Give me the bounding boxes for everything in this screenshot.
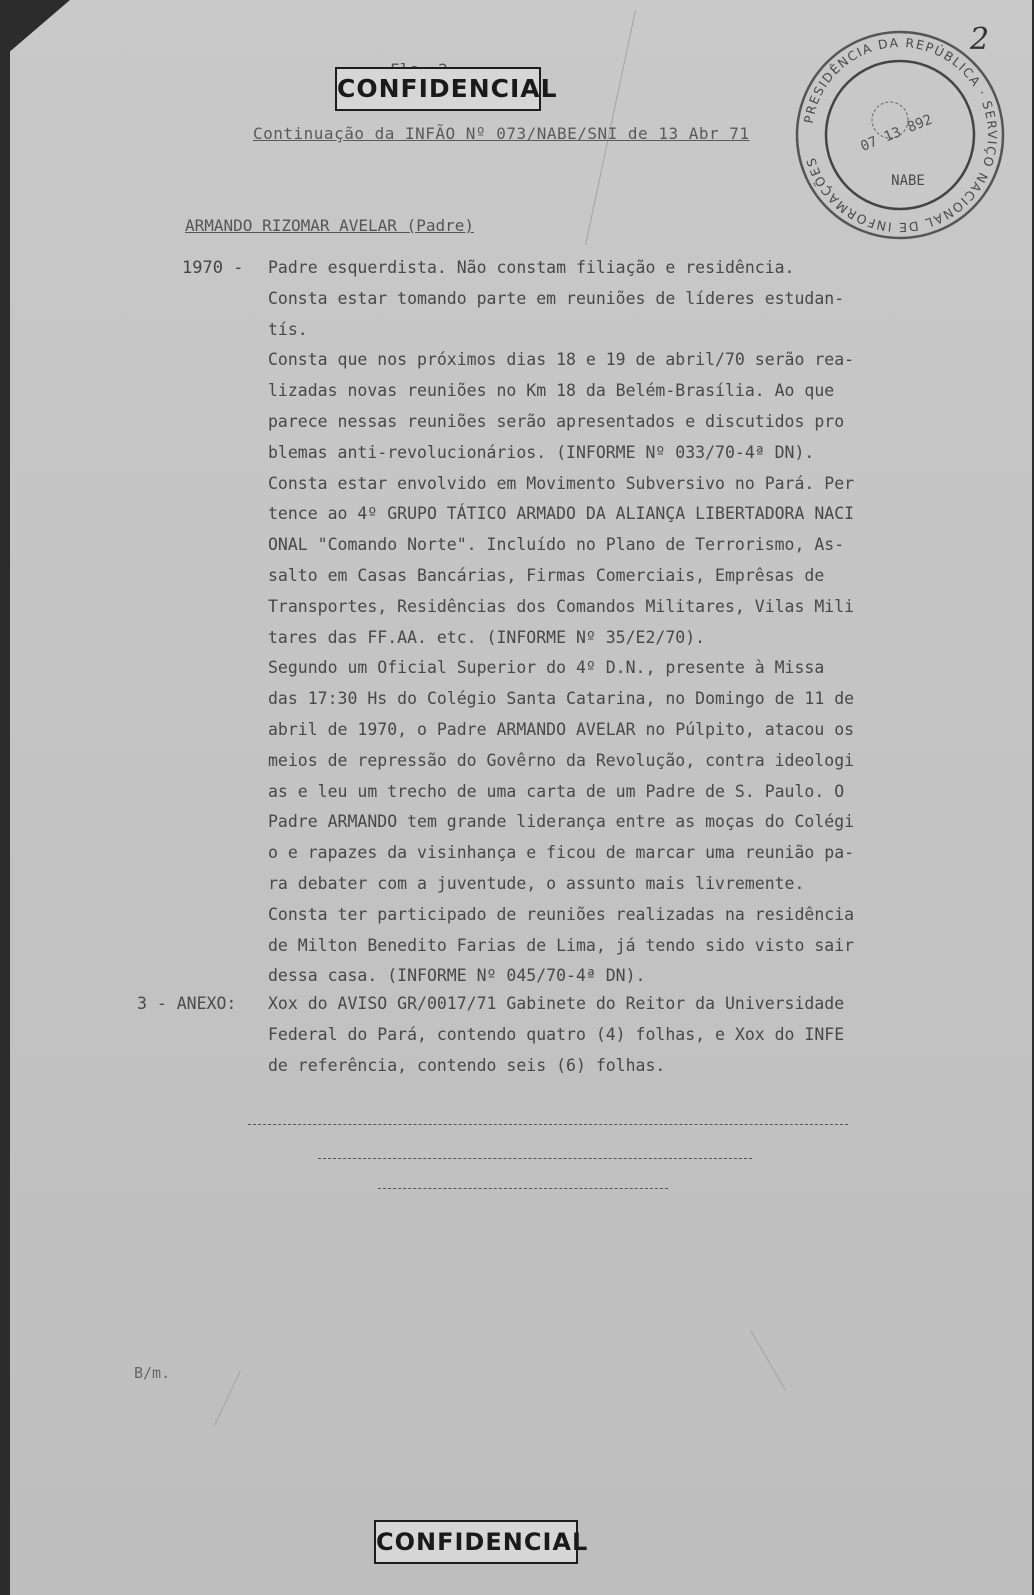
text-line: o e rapazes da visinhança e ficou de marcar uma reunião pa- xyxy=(268,843,855,863)
text-line: das 17:30 Hs do Colégio Santa Catarina, no Domingo de 11 de xyxy=(268,689,855,709)
anexo-label: 3 - ANEXO: xyxy=(137,994,237,1013)
text-line: Consta ter participado de reuniões realizadas na residência xyxy=(268,904,855,924)
seal-label: NABE xyxy=(891,173,925,189)
scan-scratch xyxy=(750,1330,786,1391)
text-line: tares das FF.AA. etc. (INFORME Nº 35/E2/70). xyxy=(268,627,706,647)
closing-rule xyxy=(378,1188,668,1189)
text-line: Consta estar envolvido em Movimento Subversivo no Pará. Per xyxy=(268,473,855,493)
seal-number: 07 13 892 xyxy=(858,111,935,155)
official-seal xyxy=(790,25,1010,245)
text-line: salto em Casas Bancárias, Firmas Comerciais, Emprêsas de xyxy=(268,565,825,585)
text-line: Consta estar tomando parte em reuniões de líderes estudan- xyxy=(268,288,845,308)
text-line: dessa casa. (INFORME Nº 045/70-4ª DN). xyxy=(268,966,646,986)
entry-body xyxy=(268,253,968,992)
scan-corner-shadow xyxy=(0,0,70,60)
seal-stamp-icon xyxy=(790,25,1010,245)
entry-year: 1970 - xyxy=(182,258,244,278)
text-line: meios de repressão do Govêrno da Revolução, contra ideologi xyxy=(268,750,855,770)
text-line: Xox do AVISO GR/0017/71 Gabinete do Reitor da Universidade xyxy=(268,994,845,1013)
subject-name: ARMANDO RIZOMAR AVELAR (Padre) xyxy=(185,216,474,235)
text-line: Consta que nos próximos dias 18 e 19 de abril/70 serão rea- xyxy=(268,350,855,370)
text-line: parece nessas reuniões serão apresentados e discutidos pro xyxy=(268,411,845,431)
document-page xyxy=(10,0,1032,1595)
anexo-body xyxy=(268,988,988,1081)
text-line: ONAL "Comando Norte". Incluído no Plano de Terrorismo, As- xyxy=(268,535,845,555)
continuation-reference: Continuação da INFÃO Nº 073/NABE/SNI de 13 Abr 71 xyxy=(253,124,750,143)
typist-initials: B/m. xyxy=(134,1364,171,1382)
text-line: Padre ARMANDO tem grande liderança entre as moças do Colégi xyxy=(268,812,855,832)
confidential-stamp-top: CONFIDENCIAL xyxy=(335,67,541,111)
text-line: tís. xyxy=(268,319,308,339)
closing-rule xyxy=(318,1158,752,1159)
text-line: Padre esquerdista. Não constam filiação e residência. xyxy=(268,258,795,277)
text-line: Segundo um Oficial Superior do 4º D.N., presente à Missa xyxy=(268,658,825,678)
text-line: as e leu um trecho de uma carta de um Padre de S. Paulo. O xyxy=(268,781,845,801)
text-line: Transportes, Residências dos Comandos Militares, Vilas Mili xyxy=(268,596,855,616)
text-line: blemas anti-revolucionários. (INFORME Nº 033/70-4ª DN). xyxy=(268,442,815,462)
seal-ring-text: PRESIDÊNCIA DA REPÚBLICA · SERVIÇO NACIONAL DE INFORMAÇÕES xyxy=(800,34,1001,236)
text-line: de referência, contendo seis (6) folhas. xyxy=(268,1056,666,1075)
text-line: Federal do Pará, contendo quatro (4) folhas, e Xox do INFE xyxy=(268,1025,845,1044)
text-line: abril de 1970, o Padre ARMANDO AVELAR no Púlpito, atacou os xyxy=(268,719,855,739)
closing-rule xyxy=(248,1124,848,1125)
text-line: de Milton Benedito Farias de Lima, já tendo sido visto sair xyxy=(268,935,855,955)
page-number: 2 xyxy=(970,22,990,57)
text-line: tence ao 4º GRUPO TÁTICO ARMADO DA ALIANÇA LIBERTADORA NACI xyxy=(268,504,855,524)
scan-scratch xyxy=(215,1370,241,1425)
text-line: lizadas novas reuniões no Km 18 da Belém-Brasília. Ao que xyxy=(268,381,835,401)
confidential-stamp-bottom: CONFIDENCIAL xyxy=(374,1520,578,1564)
text-line: ra debater com a juventude, o assunto mais livremente. xyxy=(268,873,805,893)
